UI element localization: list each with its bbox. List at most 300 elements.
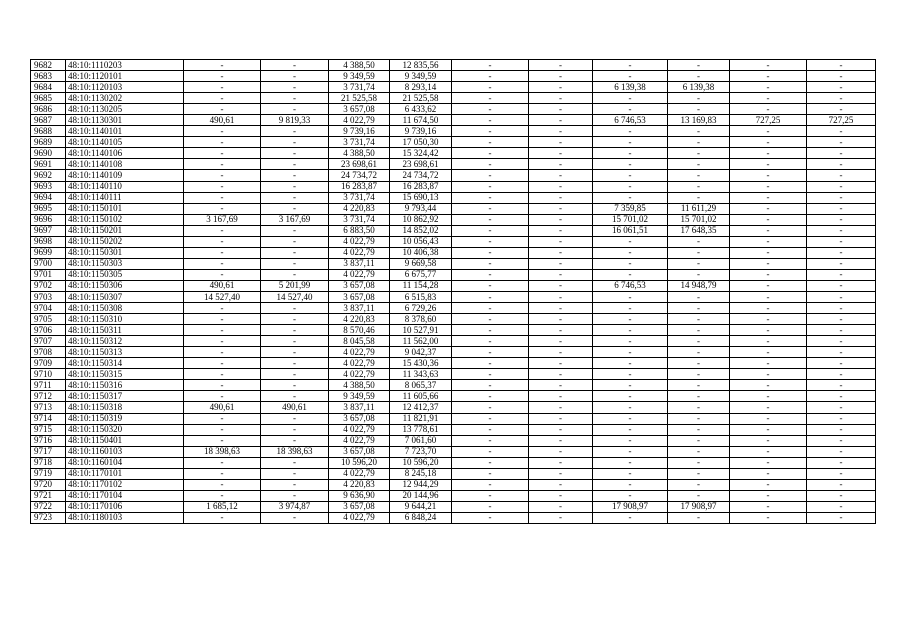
value-col-3-cell: - bbox=[184, 71, 261, 82]
value-col-7-cell: - bbox=[452, 468, 529, 479]
value-col-7-cell: - bbox=[452, 115, 529, 126]
value-col-3-cell: 18 398,63 bbox=[184, 446, 261, 457]
value-col-12-cell: - bbox=[807, 71, 876, 82]
table-row bbox=[31, 148, 876, 159]
value-col-11-cell: - bbox=[730, 325, 807, 336]
value-col-4-cell: - bbox=[261, 391, 329, 402]
value-col-6-cell: 11 343,63 bbox=[390, 369, 452, 380]
value-col-5-cell: 4 220,83 bbox=[329, 479, 390, 490]
table-row bbox=[31, 225, 876, 236]
table-row bbox=[31, 247, 876, 258]
value-col-5-cell: 9 739,16 bbox=[329, 126, 390, 137]
value-col-5-cell: 3 657,08 bbox=[329, 501, 390, 512]
row-number-cell: 9707 bbox=[31, 336, 66, 347]
table-row bbox=[31, 435, 876, 446]
value-col-4-cell: 3 974,87 bbox=[261, 501, 329, 512]
value-col-10-cell: - bbox=[668, 446, 730, 457]
value-col-12-cell: - bbox=[807, 435, 876, 446]
value-col-6-cell: 6 515,83 bbox=[390, 291, 452, 302]
value-col-11-cell: - bbox=[730, 225, 807, 236]
row-number-cell: 9700 bbox=[31, 258, 66, 269]
value-col-6-cell: 15 690,13 bbox=[390, 192, 452, 203]
value-col-10-cell: - bbox=[668, 336, 730, 347]
value-col-7-cell: - bbox=[452, 203, 529, 214]
row-number-cell: 9693 bbox=[31, 181, 66, 192]
value-col-9-cell: - bbox=[593, 380, 668, 391]
value-col-5-cell: 4 022,79 bbox=[329, 369, 390, 380]
value-col-7-cell: - bbox=[452, 314, 529, 325]
value-col-3-cell: 490,61 bbox=[184, 402, 261, 413]
table-row bbox=[31, 358, 876, 369]
value-col-9-cell: - bbox=[593, 269, 668, 280]
value-col-6-cell: 12 835,56 bbox=[390, 60, 452, 71]
cadastral-number-cell: 48:10:1150311 bbox=[66, 325, 184, 336]
value-col-10-cell: - bbox=[668, 181, 730, 192]
table-row bbox=[31, 214, 876, 225]
value-col-9-cell: - bbox=[593, 137, 668, 148]
table-row bbox=[31, 291, 876, 302]
value-col-3-cell: - bbox=[184, 424, 261, 435]
table-row bbox=[31, 181, 876, 192]
value-col-10-cell: - bbox=[668, 369, 730, 380]
value-col-9-cell: - bbox=[593, 71, 668, 82]
table-row bbox=[31, 325, 876, 336]
value-col-12-cell: - bbox=[807, 159, 876, 170]
value-col-12-cell: - bbox=[807, 358, 876, 369]
value-col-4-cell: - bbox=[261, 424, 329, 435]
value-col-8-cell: - bbox=[529, 82, 593, 93]
value-col-12-cell: - bbox=[807, 203, 876, 214]
value-col-3-cell: 14 527,40 bbox=[184, 291, 261, 302]
value-col-4-cell: - bbox=[261, 457, 329, 468]
table-row bbox=[31, 192, 876, 203]
value-col-11-cell: - bbox=[730, 170, 807, 181]
value-col-11-cell: - bbox=[730, 258, 807, 269]
table-row bbox=[31, 170, 876, 181]
value-col-5-cell: 4 022,79 bbox=[329, 247, 390, 258]
value-col-6-cell: 12 944,29 bbox=[390, 479, 452, 490]
value-col-6-cell: 9 739,16 bbox=[390, 126, 452, 137]
value-col-5-cell: 3 657,08 bbox=[329, 280, 390, 291]
cadastral-number-cell: 48:10:1140110 bbox=[66, 181, 184, 192]
cadastral-number-cell: 48:10:1150308 bbox=[66, 303, 184, 314]
value-col-7-cell: - bbox=[452, 391, 529, 402]
value-col-7-cell: - bbox=[452, 236, 529, 247]
table-row bbox=[31, 424, 876, 435]
value-col-9-cell: - bbox=[593, 468, 668, 479]
table-row bbox=[31, 457, 876, 468]
value-col-4-cell: - bbox=[261, 468, 329, 479]
table-body bbox=[31, 60, 876, 524]
value-col-3-cell: - bbox=[184, 126, 261, 137]
value-col-9-cell: - bbox=[593, 369, 668, 380]
value-col-3-cell: - bbox=[184, 369, 261, 380]
row-number-cell: 9690 bbox=[31, 148, 66, 159]
value-col-4-cell: - bbox=[261, 512, 329, 523]
value-col-8-cell: - bbox=[529, 512, 593, 523]
value-col-12-cell: - bbox=[807, 501, 876, 512]
value-col-12-cell: - bbox=[807, 336, 876, 347]
value-col-10-cell: - bbox=[668, 137, 730, 148]
value-col-7-cell: - bbox=[452, 424, 529, 435]
value-col-4-cell: - bbox=[261, 203, 329, 214]
cadastral-number-cell: 48:10:1150312 bbox=[66, 336, 184, 347]
table-row bbox=[31, 369, 876, 380]
cadastral-number-cell: 48:10:1150313 bbox=[66, 347, 184, 358]
cadastral-number-cell: 48:10:1130205 bbox=[66, 104, 184, 115]
value-col-4-cell: - bbox=[261, 192, 329, 203]
value-col-6-cell: 11 154,28 bbox=[390, 280, 452, 291]
value-col-9-cell: - bbox=[593, 258, 668, 269]
value-col-4-cell: - bbox=[261, 170, 329, 181]
value-col-11-cell: - bbox=[730, 490, 807, 501]
value-col-8-cell: - bbox=[529, 192, 593, 203]
value-col-5-cell: 3 837,11 bbox=[329, 402, 390, 413]
value-col-11-cell: - bbox=[730, 358, 807, 369]
cadastral-number-cell: 48:10:1170106 bbox=[66, 501, 184, 512]
value-col-11-cell: - bbox=[730, 192, 807, 203]
value-col-5-cell: 9 636,90 bbox=[329, 490, 390, 501]
value-col-6-cell: 21 525,58 bbox=[390, 93, 452, 104]
value-col-9-cell: - bbox=[593, 402, 668, 413]
table-row bbox=[31, 413, 876, 424]
value-col-11-cell: - bbox=[730, 391, 807, 402]
value-col-5-cell: 4 022,79 bbox=[329, 468, 390, 479]
value-col-4-cell: - bbox=[261, 126, 329, 137]
value-col-4-cell: - bbox=[261, 93, 329, 104]
row-number-cell: 9698 bbox=[31, 236, 66, 247]
value-col-5-cell: 4 220,83 bbox=[329, 314, 390, 325]
row-number-cell: 9721 bbox=[31, 490, 66, 501]
value-col-10-cell: 14 948,79 bbox=[668, 280, 730, 291]
value-col-12-cell: - bbox=[807, 137, 876, 148]
cadastral-number-cell: 48:10:1140106 bbox=[66, 148, 184, 159]
value-col-4-cell: - bbox=[261, 336, 329, 347]
cadastral-number-cell: 48:10:1120101 bbox=[66, 71, 184, 82]
value-col-4-cell: 9 819,33 bbox=[261, 115, 329, 126]
cadastral-number-cell: 48:10:1150307 bbox=[66, 291, 184, 302]
row-number-cell: 9688 bbox=[31, 126, 66, 137]
value-col-4-cell: - bbox=[261, 71, 329, 82]
value-col-11-cell: - bbox=[730, 446, 807, 457]
value-col-4-cell: 14 527,40 bbox=[261, 291, 329, 302]
cadastral-number-cell: 48:10:1140108 bbox=[66, 159, 184, 170]
value-col-10-cell: - bbox=[668, 93, 730, 104]
value-col-8-cell: - bbox=[529, 413, 593, 424]
cadastral-number-cell: 48:10:1150317 bbox=[66, 391, 184, 402]
value-col-8-cell: - bbox=[529, 71, 593, 82]
value-col-5-cell: 4 022,79 bbox=[329, 358, 390, 369]
value-col-7-cell: - bbox=[452, 104, 529, 115]
value-col-4-cell: - bbox=[261, 358, 329, 369]
value-col-12-cell: - bbox=[807, 236, 876, 247]
value-col-10-cell: - bbox=[668, 325, 730, 336]
row-number-cell: 9711 bbox=[31, 380, 66, 391]
value-col-7-cell: - bbox=[452, 402, 529, 413]
table-row bbox=[31, 501, 876, 512]
value-col-10-cell: - bbox=[668, 71, 730, 82]
value-col-6-cell: 6 848,24 bbox=[390, 512, 452, 523]
value-col-5-cell: 4 388,50 bbox=[329, 380, 390, 391]
value-col-12-cell: - bbox=[807, 380, 876, 391]
value-col-10-cell: - bbox=[668, 424, 730, 435]
value-col-9-cell: - bbox=[593, 159, 668, 170]
value-col-6-cell: 10 056,43 bbox=[390, 236, 452, 247]
value-col-6-cell: 8 378,60 bbox=[390, 314, 452, 325]
value-col-7-cell: - bbox=[452, 303, 529, 314]
table-row bbox=[31, 303, 876, 314]
value-col-12-cell: - bbox=[807, 413, 876, 424]
value-col-6-cell: 6 433,62 bbox=[390, 104, 452, 115]
cadastral-number-cell: 48:10:1150401 bbox=[66, 435, 184, 446]
value-col-6-cell: 9 644,21 bbox=[390, 501, 452, 512]
value-col-3-cell: - bbox=[184, 303, 261, 314]
value-col-7-cell: - bbox=[452, 269, 529, 280]
value-col-3-cell: - bbox=[184, 380, 261, 391]
value-col-3-cell: 490,61 bbox=[184, 280, 261, 291]
value-col-9-cell: - bbox=[593, 236, 668, 247]
value-col-9-cell: - bbox=[593, 512, 668, 523]
value-col-3-cell: - bbox=[184, 82, 261, 93]
cadastral-number-cell: 48:10:1150316 bbox=[66, 380, 184, 391]
value-col-6-cell: 9 349,59 bbox=[390, 71, 452, 82]
value-col-8-cell: - bbox=[529, 225, 593, 236]
value-col-12-cell: - bbox=[807, 269, 876, 280]
value-col-3-cell: - bbox=[184, 269, 261, 280]
row-number-cell: 9708 bbox=[31, 347, 66, 358]
row-number-cell: 9717 bbox=[31, 446, 66, 457]
value-col-11-cell: - bbox=[730, 380, 807, 391]
data-table bbox=[30, 59, 876, 524]
value-col-9-cell: - bbox=[593, 446, 668, 457]
value-col-10-cell: - bbox=[668, 402, 730, 413]
value-col-4-cell: - bbox=[261, 247, 329, 258]
value-col-4-cell: - bbox=[261, 236, 329, 247]
value-col-6-cell: 6 729,26 bbox=[390, 303, 452, 314]
value-col-9-cell: - bbox=[593, 303, 668, 314]
value-col-11-cell: - bbox=[730, 457, 807, 468]
value-col-11-cell: - bbox=[730, 82, 807, 93]
value-col-8-cell: - bbox=[529, 126, 593, 137]
value-col-8-cell: - bbox=[529, 402, 593, 413]
value-col-9-cell: - bbox=[593, 247, 668, 258]
value-col-11-cell: - bbox=[730, 137, 807, 148]
row-number-cell: 9709 bbox=[31, 358, 66, 369]
value-col-7-cell: - bbox=[452, 291, 529, 302]
value-col-4-cell: - bbox=[261, 225, 329, 236]
value-col-10-cell: - bbox=[668, 457, 730, 468]
table-row bbox=[31, 104, 876, 115]
value-col-6-cell: 8 245,18 bbox=[390, 468, 452, 479]
value-col-8-cell: - bbox=[529, 358, 593, 369]
value-col-9-cell: 6 139,38 bbox=[593, 82, 668, 93]
value-col-8-cell: - bbox=[529, 468, 593, 479]
value-col-12-cell: - bbox=[807, 291, 876, 302]
value-col-3-cell: - bbox=[184, 468, 261, 479]
value-col-3-cell: 3 167,69 bbox=[184, 214, 261, 225]
value-col-6-cell: 13 778,61 bbox=[390, 424, 452, 435]
value-col-11-cell: - bbox=[730, 424, 807, 435]
value-col-9-cell: - bbox=[593, 347, 668, 358]
value-col-7-cell: - bbox=[452, 336, 529, 347]
value-col-12-cell: - bbox=[807, 402, 876, 413]
value-col-4-cell: - bbox=[261, 490, 329, 501]
value-col-11-cell: - bbox=[730, 269, 807, 280]
row-number-cell: 9703 bbox=[31, 291, 66, 302]
row-number-cell: 9719 bbox=[31, 468, 66, 479]
value-col-9-cell: - bbox=[593, 413, 668, 424]
value-col-12-cell: - bbox=[807, 126, 876, 137]
value-col-9-cell: - bbox=[593, 291, 668, 302]
value-col-11-cell: - bbox=[730, 303, 807, 314]
value-col-12-cell: - bbox=[807, 468, 876, 479]
value-col-9-cell: - bbox=[593, 457, 668, 468]
table-row bbox=[31, 446, 876, 457]
table-row bbox=[31, 468, 876, 479]
table-row bbox=[31, 71, 876, 82]
value-col-12-cell: - bbox=[807, 490, 876, 501]
table-row bbox=[31, 512, 876, 523]
value-col-11-cell: - bbox=[730, 181, 807, 192]
value-col-10-cell: - bbox=[668, 380, 730, 391]
row-number-cell: 9685 bbox=[31, 93, 66, 104]
value-col-7-cell: - bbox=[452, 325, 529, 336]
value-col-3-cell: - bbox=[184, 490, 261, 501]
value-col-6-cell: 10 596,20 bbox=[390, 457, 452, 468]
value-col-4-cell: 5 201,99 bbox=[261, 280, 329, 291]
cadastral-number-cell: 48:10:1150310 bbox=[66, 314, 184, 325]
value-col-11-cell: - bbox=[730, 314, 807, 325]
value-col-10-cell: - bbox=[668, 192, 730, 203]
value-col-12-cell: - bbox=[807, 303, 876, 314]
value-col-7-cell: - bbox=[452, 501, 529, 512]
value-col-4-cell: - bbox=[261, 314, 329, 325]
value-col-8-cell: - bbox=[529, 280, 593, 291]
row-number-cell: 9695 bbox=[31, 203, 66, 214]
value-col-12-cell: - bbox=[807, 82, 876, 93]
value-col-10-cell: - bbox=[668, 126, 730, 137]
value-col-5-cell: 4 388,50 bbox=[329, 148, 390, 159]
row-number-cell: 9704 bbox=[31, 303, 66, 314]
value-col-3-cell: - bbox=[184, 159, 261, 170]
value-col-12-cell: - bbox=[807, 214, 876, 225]
value-col-12-cell: - bbox=[807, 479, 876, 490]
value-col-12-cell: - bbox=[807, 104, 876, 115]
value-col-7-cell: - bbox=[452, 214, 529, 225]
value-col-12-cell: - bbox=[807, 457, 876, 468]
value-col-10-cell: - bbox=[668, 247, 730, 258]
value-col-8-cell: - bbox=[529, 380, 593, 391]
value-col-4-cell: - bbox=[261, 104, 329, 115]
row-number-cell: 9714 bbox=[31, 413, 66, 424]
value-col-3-cell: - bbox=[184, 358, 261, 369]
value-col-7-cell: - bbox=[452, 457, 529, 468]
value-col-9-cell: - bbox=[593, 60, 668, 71]
row-number-cell: 9720 bbox=[31, 479, 66, 490]
value-col-3-cell: - bbox=[184, 170, 261, 181]
value-col-4-cell: - bbox=[261, 380, 329, 391]
value-col-6-cell: 9 793,44 bbox=[390, 203, 452, 214]
value-col-5-cell: 4 022,79 bbox=[329, 512, 390, 523]
table-row bbox=[31, 402, 876, 413]
row-number-cell: 9682 bbox=[31, 60, 66, 71]
row-number-cell: 9684 bbox=[31, 82, 66, 93]
value-col-10-cell: 15 701,02 bbox=[668, 214, 730, 225]
value-col-12-cell: - bbox=[807, 325, 876, 336]
value-col-6-cell: 7 061,60 bbox=[390, 435, 452, 446]
value-col-7-cell: - bbox=[452, 126, 529, 137]
value-col-12-cell: - bbox=[807, 60, 876, 71]
value-col-5-cell: 4 022,79 bbox=[329, 347, 390, 358]
table-row bbox=[31, 391, 876, 402]
value-col-8-cell: - bbox=[529, 336, 593, 347]
value-col-6-cell: 17 050,30 bbox=[390, 137, 452, 148]
value-col-5-cell: 3 657,08 bbox=[329, 446, 390, 457]
value-col-8-cell: - bbox=[529, 181, 593, 192]
value-col-5-cell: 3 731,74 bbox=[329, 82, 390, 93]
value-col-7-cell: - bbox=[452, 159, 529, 170]
row-number-cell: 9705 bbox=[31, 314, 66, 325]
value-col-10-cell: 11 611,29 bbox=[668, 203, 730, 214]
value-col-5-cell: 6 883,50 bbox=[329, 225, 390, 236]
cadastral-number-cell: 48:10:1170102 bbox=[66, 479, 184, 490]
value-col-9-cell: - bbox=[593, 192, 668, 203]
table-row bbox=[31, 490, 876, 501]
value-col-7-cell: - bbox=[452, 82, 529, 93]
value-col-3-cell: - bbox=[184, 104, 261, 115]
value-col-3-cell: - bbox=[184, 192, 261, 203]
value-col-12-cell: - bbox=[807, 170, 876, 181]
value-col-8-cell: - bbox=[529, 391, 593, 402]
value-col-12-cell: - bbox=[807, 93, 876, 104]
cadastral-number-cell: 48:10:1140109 bbox=[66, 170, 184, 181]
value-col-7-cell: - bbox=[452, 71, 529, 82]
value-col-5-cell: 4 022,79 bbox=[329, 424, 390, 435]
row-number-cell: 9691 bbox=[31, 159, 66, 170]
value-col-7-cell: - bbox=[452, 225, 529, 236]
value-col-6-cell: 10 862,92 bbox=[390, 214, 452, 225]
row-number-cell: 9697 bbox=[31, 225, 66, 236]
cadastral-number-cell: 48:10:1150301 bbox=[66, 247, 184, 258]
value-col-10-cell: - bbox=[668, 347, 730, 358]
table-row bbox=[31, 280, 876, 291]
value-col-10-cell: - bbox=[668, 435, 730, 446]
table-row bbox=[31, 137, 876, 148]
value-col-9-cell: 15 701,02 bbox=[593, 214, 668, 225]
value-col-10-cell: - bbox=[668, 479, 730, 490]
value-col-7-cell: - bbox=[452, 380, 529, 391]
value-col-8-cell: - bbox=[529, 258, 593, 269]
value-col-11-cell: - bbox=[730, 126, 807, 137]
value-col-3-cell: - bbox=[184, 512, 261, 523]
value-col-8-cell: - bbox=[529, 247, 593, 258]
value-col-3-cell: - bbox=[184, 93, 261, 104]
value-col-7-cell: - bbox=[452, 435, 529, 446]
table-row bbox=[31, 380, 876, 391]
value-col-9-cell: 17 908,97 bbox=[593, 501, 668, 512]
value-col-9-cell: - bbox=[593, 435, 668, 446]
value-col-6-cell: 9 669,58 bbox=[390, 258, 452, 269]
cadastral-number-cell: 48:10:1180103 bbox=[66, 512, 184, 523]
value-col-4-cell: 18 398,63 bbox=[261, 446, 329, 457]
row-number-cell: 9699 bbox=[31, 247, 66, 258]
value-col-4-cell: - bbox=[261, 369, 329, 380]
value-col-9-cell: - bbox=[593, 336, 668, 347]
value-col-9-cell: - bbox=[593, 490, 668, 501]
value-col-5-cell: 8 045,58 bbox=[329, 336, 390, 347]
row-number-cell: 9689 bbox=[31, 137, 66, 148]
value-col-6-cell: 8 293,14 bbox=[390, 82, 452, 93]
